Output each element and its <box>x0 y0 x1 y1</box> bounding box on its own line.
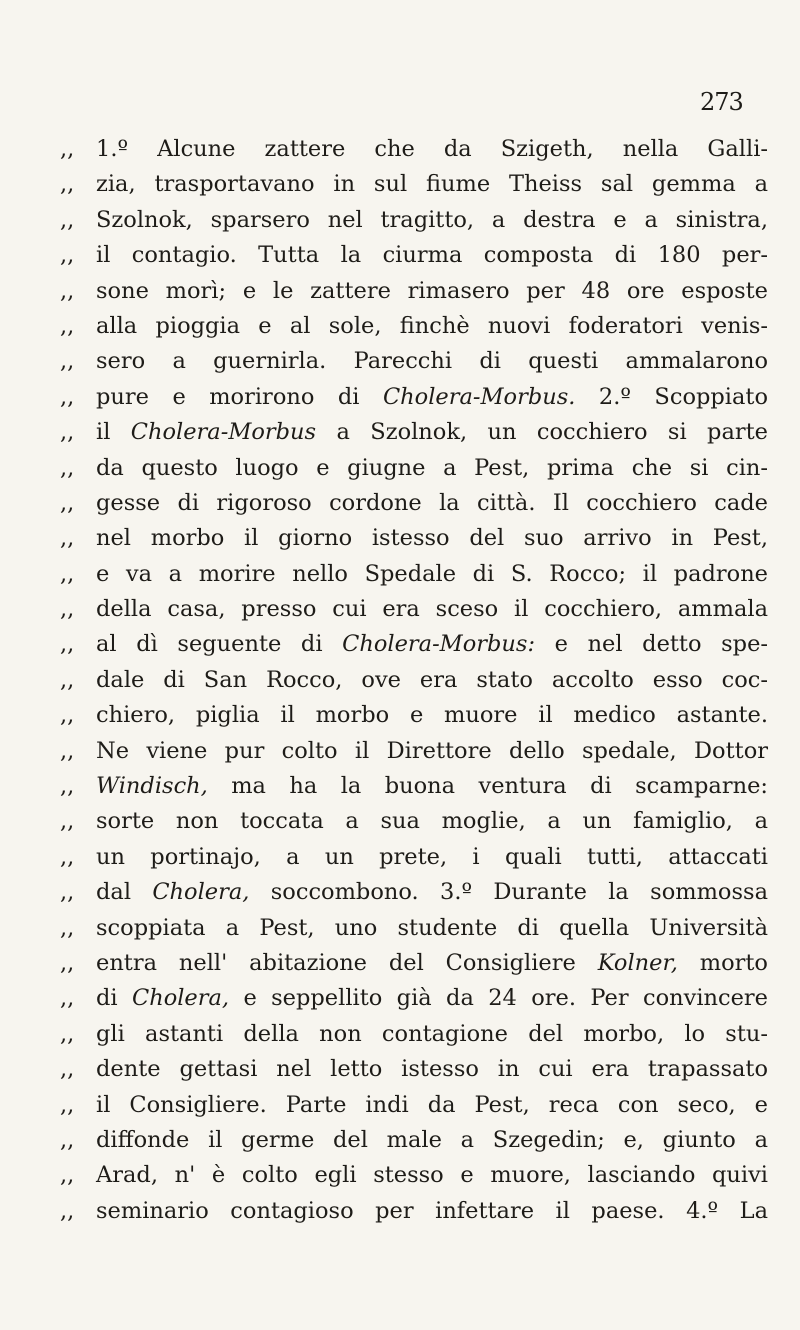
line-text <box>96 1158 768 1193</box>
quote-mark: ,, <box>60 454 75 481</box>
text-line <box>60 1052 768 1087</box>
text-segment: soccombono. 3.º Durante la sommossa <box>249 879 768 906</box>
line-text <box>96 380 768 415</box>
text-segment: un portinajo, a un prete, i quali tutti, attaccati <box>96 843 768 870</box>
line-text <box>96 521 768 556</box>
text-segment: al dì seguente di <box>96 631 343 658</box>
line-text <box>96 203 768 238</box>
text-line <box>60 734 768 769</box>
quote-mark: ,, <box>60 383 75 410</box>
text-line <box>60 627 768 662</box>
text-segment: di <box>96 985 132 1012</box>
text-segment: gli astanti della non contagione del morbo, lo stu- <box>96 1020 768 1047</box>
quote-mark: ,, <box>60 1056 75 1083</box>
text-segment: alla pioggia e al sole, finchè nuovi foderatori venis- <box>96 312 768 339</box>
line-text <box>96 486 768 521</box>
text-line <box>60 557 768 592</box>
text-segment: della casa, presso cui era sceso il cocchiero, ammala <box>96 596 768 623</box>
text-line <box>60 238 768 273</box>
text-segment: dente gettasi nel letto istesso in cui era trapassato <box>96 1056 768 1083</box>
text-segment: 2.º Scoppiato <box>575 383 768 410</box>
quote-mark: ,, <box>60 879 75 906</box>
line-text <box>96 1088 768 1123</box>
line-text <box>96 274 768 309</box>
line-text <box>96 592 768 627</box>
line-text <box>96 344 768 379</box>
text-line <box>60 132 768 167</box>
quote-mark: ,, <box>60 773 75 800</box>
text-segment: a Szolnok, un cocchiero si parte <box>316 419 768 446</box>
text-segment: entra nell' abitazione del Consigliere <box>96 949 598 976</box>
text-segment: ma ha la buona ventura di scamparne: <box>207 773 768 800</box>
quote-mark: ,, <box>60 1162 75 1189</box>
text-line <box>60 521 768 556</box>
line-text <box>96 238 768 273</box>
page-number: 273 <box>700 88 743 116</box>
quote-mark: ,, <box>60 242 75 269</box>
quote-mark: ,, <box>60 171 75 198</box>
text-line <box>60 167 768 202</box>
text-line <box>60 1158 768 1193</box>
line-text <box>96 415 768 450</box>
quote-mark: ,, <box>60 348 75 375</box>
quote-mark: ,, <box>60 702 75 729</box>
quote-mark: ,, <box>60 1020 75 1047</box>
line-text <box>96 1194 768 1229</box>
quote-mark: ,, <box>60 949 75 976</box>
quote-mark: ,, <box>60 312 75 339</box>
quote-mark: ,, <box>60 1197 75 1224</box>
text-line <box>60 875 768 910</box>
text-segment: sero a guernirla. Parecchi di questi ammalarono <box>96 348 768 375</box>
italic-term: Cholera-Morbus <box>130 419 317 446</box>
quote-mark: ,, <box>60 631 75 658</box>
text-line <box>60 946 768 981</box>
text-segment: zia, trasportavano in sul fiume Theiss sal gemma a <box>96 171 768 198</box>
quote-mark: ,, <box>60 560 75 587</box>
text-line <box>60 1017 768 1052</box>
text-segment: e nel detto spe- <box>535 631 768 658</box>
text-line <box>60 451 768 486</box>
text-line <box>60 486 768 521</box>
quote-mark: ,, <box>60 489 75 516</box>
quote-mark: ,, <box>60 737 75 764</box>
quote-mark: ,, <box>60 136 75 162</box>
text-line <box>60 663 768 698</box>
text-line <box>60 380 768 415</box>
text-line <box>60 981 768 1016</box>
text-segment: chiero, piglia il morbo e muore il medico astante. <box>96 702 768 729</box>
italic-term: Kolner, <box>597 949 678 976</box>
text-line <box>60 698 768 733</box>
text-segment: il <box>96 419 131 446</box>
text-segment: nel morbo il giorno istesso del suo arrivo in Pest, <box>96 525 768 552</box>
text-segment: gesse di rigoroso cordone la città. Il cocchiero cade <box>96 489 768 516</box>
quote-mark: ,, <box>60 206 75 233</box>
italic-term: Windisch, <box>96 773 208 800</box>
text-segment: dale di San Rocco, ove era stato accolto esso coc- <box>96 666 768 693</box>
italic-term: Cholera-Morbus: <box>342 631 536 658</box>
line-text <box>96 698 768 733</box>
quote-mark: ,, <box>60 1126 75 1153</box>
text-segment: morto <box>677 949 768 976</box>
text-segment: pure e morirono di <box>96 383 383 410</box>
line-text <box>96 451 768 486</box>
text-line <box>60 309 768 344</box>
line-text <box>96 946 768 981</box>
line-text <box>96 804 768 839</box>
line-text <box>96 167 768 202</box>
line-text <box>96 627 768 662</box>
text-line <box>60 1123 768 1158</box>
quote-mark: ,, <box>60 666 75 693</box>
text-segment: sone morì; e le zattere rimasero per 48 ore esposte <box>96 277 768 304</box>
text-segment: da questo luogo e giugne a Pest, prima che si cin- <box>96 454 768 481</box>
quote-mark: ,, <box>60 808 75 835</box>
text-line <box>60 1088 768 1123</box>
line-text <box>96 875 768 910</box>
text-segment: il Consigliere. Parte indi da Pest, reca con seco, e <box>96 1091 768 1118</box>
text-line <box>60 911 768 946</box>
text-segment: dal <box>96 879 153 906</box>
text-segment: Szolnok, sparsero nel tragitto, a destra e a sinistra, <box>96 206 768 233</box>
quote-mark: ,, <box>60 525 75 552</box>
text-segment: scoppiata a Pest, uno studente di quella Università <box>96 914 768 941</box>
text-line <box>60 274 768 309</box>
line-text <box>96 981 768 1016</box>
line-text <box>96 1017 768 1052</box>
text-line <box>60 344 768 379</box>
text-segment: il contagio. Tutta la ciurma composta di 180 per- <box>96 242 768 269</box>
text-line <box>60 840 768 875</box>
line-text <box>96 734 768 769</box>
quote-mark: ,, <box>60 985 75 1012</box>
text-line <box>60 804 768 839</box>
italic-term: Cholera, <box>152 879 250 906</box>
italic-term: Cholera, <box>131 985 230 1012</box>
text-segment: diffonde il germe del male a Szegedin; e, giunto a <box>96 1126 768 1153</box>
text-line <box>60 203 768 238</box>
line-text <box>96 663 768 698</box>
line-text <box>96 132 768 167</box>
text-segment: Arad, n' è colto egli stesso e muore, lasciando quivi <box>96 1162 768 1189</box>
quote-mark: ,, <box>60 277 75 304</box>
quote-mark: ,, <box>60 419 75 446</box>
text-segment: seminario contagioso per infettare il paese. 4.º La <box>96 1197 768 1224</box>
quote-mark: ,, <box>60 596 75 623</box>
line-text <box>96 911 768 946</box>
text-segment: Ne viene pur colto il Direttore dello spedale, Dottor <box>96 737 768 764</box>
quote-mark: ,, <box>60 914 75 941</box>
text-segment: e va a morire nello Spedale di S. Rocco; il padrone <box>96 560 768 587</box>
text-line <box>60 592 768 627</box>
text-segment: sorte non toccata a sua moglie, a un famiglio, a <box>96 808 768 835</box>
quote-mark: ,, <box>60 1091 75 1118</box>
line-text <box>96 1052 768 1087</box>
text-body <box>60 132 768 1229</box>
text-segment: 1.º Alcune zattere che da Szigeth, nella Galli- <box>96 136 768 162</box>
line-text <box>96 557 768 592</box>
quote-mark: ,, <box>60 843 75 870</box>
line-text <box>96 769 768 804</box>
text-segment: e seppellito già da 24 ore. Per convincere <box>229 985 768 1012</box>
line-text <box>96 840 768 875</box>
line-text <box>96 1123 768 1158</box>
text-line <box>60 1194 768 1229</box>
text-line <box>60 769 768 804</box>
italic-term: Cholera-Morbus. <box>382 383 576 410</box>
text-line <box>60 415 768 450</box>
line-text <box>96 309 768 344</box>
